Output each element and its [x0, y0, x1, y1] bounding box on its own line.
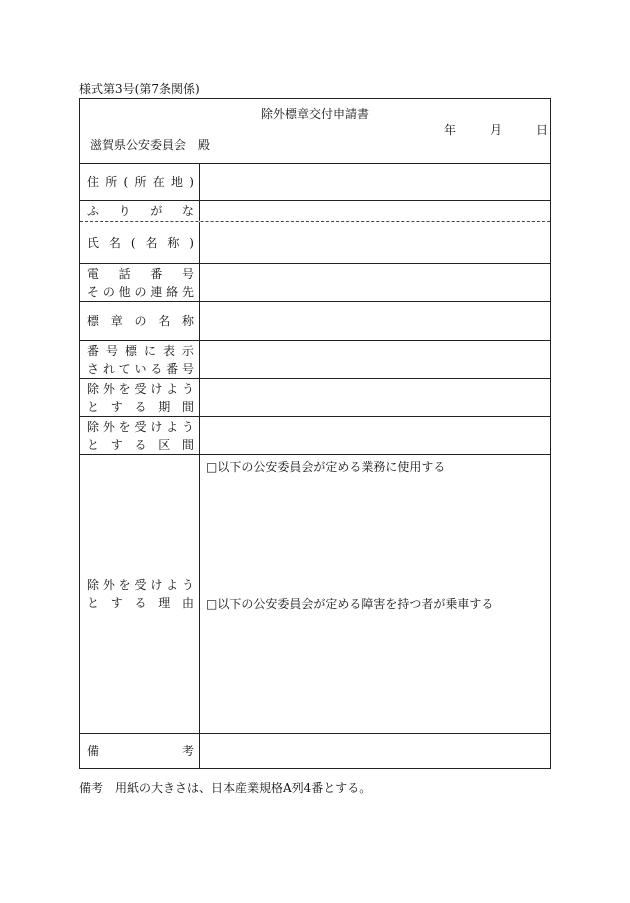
label-char: な	[181, 204, 194, 218]
label-char: 外	[102, 381, 115, 396]
label-char: 他	[118, 284, 131, 299]
row-label-line	[87, 312, 194, 330]
label-char: る	[134, 596, 147, 610]
label-char: 理	[158, 596, 171, 610]
label-char: )	[189, 235, 194, 250]
label-char: 号	[181, 361, 194, 376]
label-char: 絡	[166, 284, 179, 299]
row-name	[80, 222, 550, 264]
label-char: 標	[87, 314, 100, 328]
label-char: を	[118, 578, 131, 592]
row-label-line	[87, 594, 194, 612]
addressee: 滋賀県公安委員会 殿	[90, 138, 211, 152]
row-remarks	[80, 734, 550, 768]
row-label	[80, 734, 200, 768]
label-char: 地	[171, 174, 184, 189]
row-label-line	[87, 173, 194, 191]
period-field[interactable]	[200, 379, 550, 416]
reason-field	[200, 455, 550, 733]
row-label-line	[87, 360, 194, 378]
row-label	[80, 341, 200, 378]
row-label	[80, 163, 200, 200]
label-char: と	[87, 437, 100, 452]
label-char: す	[110, 399, 123, 414]
name-field[interactable]	[200, 222, 550, 263]
label-char: 住	[87, 174, 100, 189]
label-char: 章	[110, 314, 123, 328]
label-char: う	[181, 578, 194, 592]
label-char: 連	[150, 284, 163, 299]
label-char: を	[118, 419, 131, 434]
row-furigana	[80, 201, 550, 222]
application-form	[79, 98, 551, 769]
label-char: う	[181, 419, 194, 434]
label-char: け	[150, 419, 163, 434]
label-char: け	[150, 578, 163, 592]
row-label	[80, 417, 200, 454]
label-char: ふ	[87, 204, 100, 218]
label-char: す	[110, 437, 123, 452]
label-char: け	[150, 381, 163, 396]
label-char: 先	[181, 284, 194, 299]
row-label	[80, 379, 200, 416]
label-char: 由	[181, 596, 194, 610]
label-char: (	[130, 235, 136, 250]
label-char: が	[150, 204, 163, 218]
phone-field[interactable]	[200, 264, 550, 301]
label-char: の	[102, 284, 115, 299]
label-char: の	[134, 314, 147, 328]
row-phone	[80, 264, 550, 302]
label-char: 間	[181, 399, 194, 414]
label-char: う	[181, 381, 194, 396]
label-char: 号	[105, 343, 118, 358]
section-field[interactable]	[200, 417, 550, 454]
label-char: 話	[118, 266, 131, 281]
label-char: 表	[162, 343, 175, 358]
row-label-line	[87, 418, 194, 436]
label-char: 氏	[87, 235, 100, 250]
label-char: 所	[105, 174, 118, 189]
row-sign-name	[80, 302, 550, 341]
label-char: と	[87, 399, 100, 414]
label-char: よ	[166, 578, 179, 592]
label-char: 称	[181, 314, 194, 328]
address-field[interactable]	[200, 163, 550, 200]
label-char: 除	[87, 381, 100, 396]
label-char: に	[143, 343, 156, 358]
label-char: 番	[150, 266, 163, 281]
reason-option-business[interactable]: □以下の公安委員会が定める業務に使用する	[206, 460, 446, 474]
furigana-field[interactable]	[200, 201, 550, 221]
sign-name-field[interactable]	[200, 302, 550, 340]
label-char: 除	[87, 578, 100, 592]
label-char: 電	[87, 266, 100, 281]
label-char: す	[110, 596, 123, 610]
row-label-line	[87, 342, 194, 360]
row-section	[80, 417, 550, 455]
label-char: る	[150, 361, 163, 376]
row-label-line	[87, 742, 194, 760]
label-char: 番	[166, 361, 179, 376]
label-char: 号	[181, 266, 194, 281]
label-char: 標	[124, 343, 137, 358]
row-reason	[80, 455, 550, 734]
label-char: )	[189, 174, 194, 189]
row-label-line	[87, 202, 194, 220]
label-char: そ	[87, 284, 100, 299]
row-plate-number	[80, 341, 550, 379]
label-char: の	[134, 284, 147, 299]
row-label	[80, 201, 200, 221]
row-label-line	[87, 436, 194, 454]
label-char: 外	[102, 578, 115, 592]
label-char: 区	[158, 437, 171, 452]
remarks-field[interactable]	[200, 734, 550, 768]
label-char: 称	[167, 235, 180, 250]
label-char: い	[134, 361, 147, 376]
label-char: る	[134, 437, 147, 452]
day-label: 日	[536, 123, 549, 137]
document-title: 除外標章交付申請書	[260, 107, 369, 121]
row-label-line	[87, 398, 194, 416]
label-char: 考	[181, 744, 194, 758]
label-char: 期	[158, 399, 171, 414]
label-char: 受	[134, 419, 147, 434]
label-char: 外	[102, 419, 115, 434]
row-label	[80, 302, 200, 340]
row-label	[80, 264, 200, 301]
plate-number-field[interactable]	[200, 341, 550, 378]
footnote: 備考 用紙の大きさは、日本産業規格A列4番とする。	[79, 781, 372, 795]
label-char: さ	[87, 361, 100, 376]
row-period	[80, 379, 550, 417]
label-char: り	[118, 204, 131, 218]
row-label-line	[87, 265, 194, 283]
row-label-line	[87, 576, 194, 594]
label-char: よ	[166, 419, 179, 434]
row-label	[80, 222, 200, 263]
label-char: 名	[145, 235, 158, 250]
form-header	[80, 99, 550, 164]
label-char: 在	[152, 174, 165, 189]
reason-option-disability[interactable]: □以下の公安委員会が定める障害を持つ者が乗車する	[206, 597, 494, 611]
label-char: と	[87, 596, 100, 610]
label-char: て	[118, 361, 131, 376]
form-number: 様式第3号(第7条関係)	[79, 82, 200, 96]
label-char: る	[134, 399, 147, 414]
label-char: 名	[158, 314, 171, 328]
row-label	[80, 455, 200, 733]
label-char: 番	[87, 343, 100, 358]
label-char: 所	[134, 174, 147, 189]
label-char: (	[123, 174, 129, 189]
row-address	[80, 163, 550, 201]
label-char: 除	[87, 419, 100, 434]
label-char: れ	[102, 361, 115, 376]
row-label-line	[87, 283, 194, 301]
label-char: を	[118, 381, 131, 396]
label-char: 名	[108, 235, 121, 250]
month-label: 月	[490, 123, 503, 137]
label-char: 間	[181, 437, 194, 452]
label-char: 備	[87, 744, 100, 758]
year-label: 年	[444, 123, 457, 137]
row-label-line	[87, 380, 194, 398]
label-char: 受	[134, 578, 147, 592]
label-char: 示	[181, 343, 194, 358]
row-label-line	[87, 234, 194, 252]
label-char: よ	[166, 381, 179, 396]
label-char: 受	[134, 381, 147, 396]
